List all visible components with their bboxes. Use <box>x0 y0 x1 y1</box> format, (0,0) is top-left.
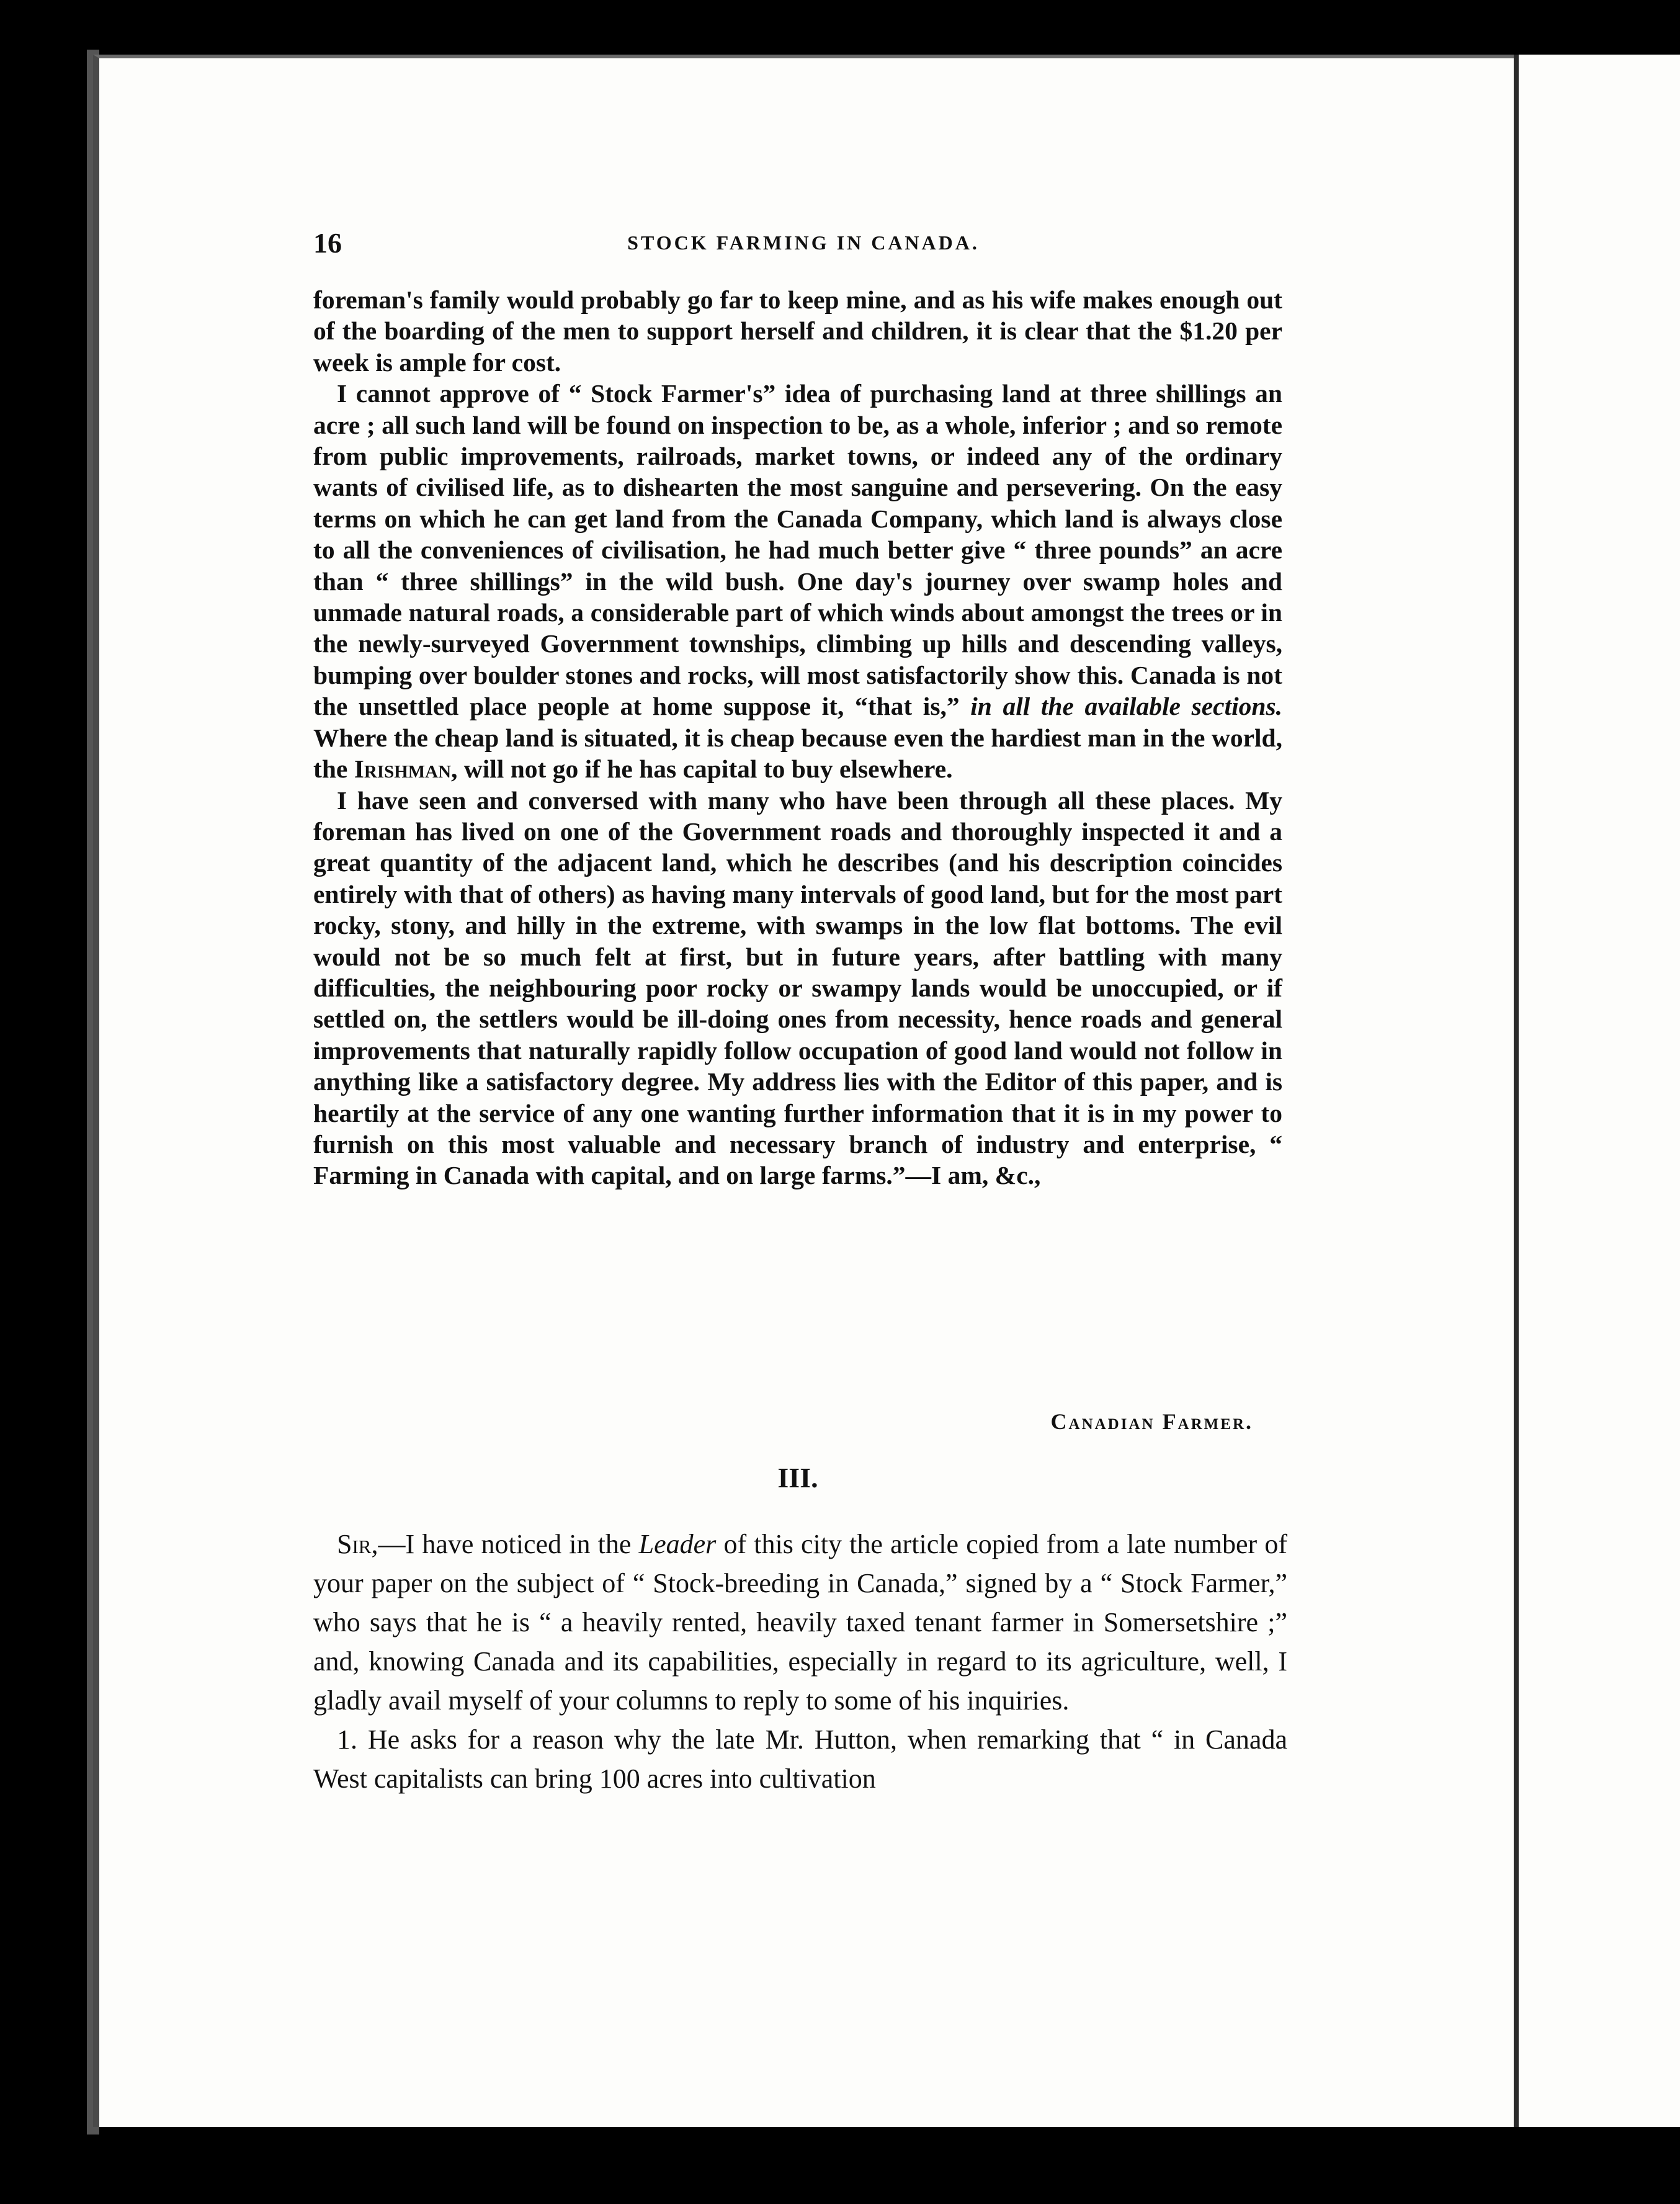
paragraph-text: , will not go if he has capital to buy elsewhere. <box>451 755 953 784</box>
italic-newspaper-name: Leader <box>638 1529 717 1559</box>
facing-page-edge <box>1514 55 1680 2127</box>
paragraph-text: I cannot approve of “ Stock Farmer's” idea of purchasing land at three shillings an acre ; all such land will be found on inspection to be, as a whole, inferior ; and so remote from public improvements, railroads, market towns, or indeed any of the ordinary wants of civilised life, as to dishearten the most sanguine and persevering. On the easy terms on which he can get land from the Canada Company, which land is always close to all the conveniences of civilisation, he had much better give “ three pounds” an acre than “ three shillings” in the wild bush. One day's journey over swamp holes and unmade natural roads, a considerable part of which winds about amongst the trees or in the newly-surveyed Government townships, climbing up hills and descending valleys, bumping over boulder stones and rocks, will most satisfactorily show this. Canada is not the unsettled place people at home suppose it, “that is,” <box>313 379 1282 721</box>
page-header <box>313 226 1294 264</box>
section-heading: III. <box>777 1462 818 1494</box>
page-number: 16 <box>313 227 342 259</box>
paragraph-land-purchase <box>313 378 1282 784</box>
signature <box>313 1409 1253 1435</box>
italic-phrase: in all the available sections. <box>970 692 1282 721</box>
letter-three-body <box>313 1525 1287 1798</box>
running-head: STOCK FARMING IN CANADA. <box>627 231 980 254</box>
paragraph-foreman-report: I have seen and conversed with many who have been through all these places. My foreman has lived on one of the Government roads and thoroughly inspected it and a great quantity of the adjacent land, which he describes (and his description coincides entirely with that of others) as having many intervals of good land, but for the most part rocky, stony, and hilly in the extreme, with swamps in the low flat bottoms. The evil would not be so much felt at first, but in future years, after battling with many difficulties, the neighbouring poor rocky or swampy lands would be unoccupied, or if settled on, the settlers would be ill-doing ones from necessity, hence roads and general improvements that naturally rapidly follow occupation of good land would not follow in anything like a satisfactory degree. My address lies with the Editor of this paper, and is heartily at the service of any one wanting further information that it is in my power to furnish on this most valuable and necessary branch of industry and enterprise, “ Farming in Canada with capital, and on large farms.”—I am, &c., <box>313 786 1282 1190</box>
small-caps-word: Irishman <box>354 755 452 784</box>
paragraph-numbered-one: 1. He asks for a reason why the late Mr. Hutton, when remarking that “ in Canada West capitalists can bring 100 acres into cultivation <box>313 1724 1287 1794</box>
letter-two-body <box>313 284 1282 1191</box>
paragraph-text: Where the cheap land is situated, it is cheap because even the hardiest man in the world, the <box>313 723 1282 784</box>
signature-text: Canadian Farmer. <box>1050 1409 1253 1434</box>
salutation: Sir, <box>337 1529 378 1559</box>
paragraph-text: of this city the article copied from a late number of your paper on the subject of “ Stock-breeding in Canada,” signed by a “ Stock Farmer,” who says that he is “ a heavily rented, heavily taxed tenant farmer in Somersetshire ;” and, knowing Canada and its capabilities, especially in regard to its agriculture, well, I gladly avail myself of your columns to reply to some of his inquiries. <box>313 1529 1288 1716</box>
paragraph-continued: foreman's family would probably go far to keep mine, and as his wife makes enough out of the boarding of the men to support herself and children, it is clear that the $1.20 per week is ample for cost. <box>313 285 1282 377</box>
paragraph-opening <box>313 1525 1287 1720</box>
paragraph-text: —I have noticed in the <box>378 1529 632 1559</box>
